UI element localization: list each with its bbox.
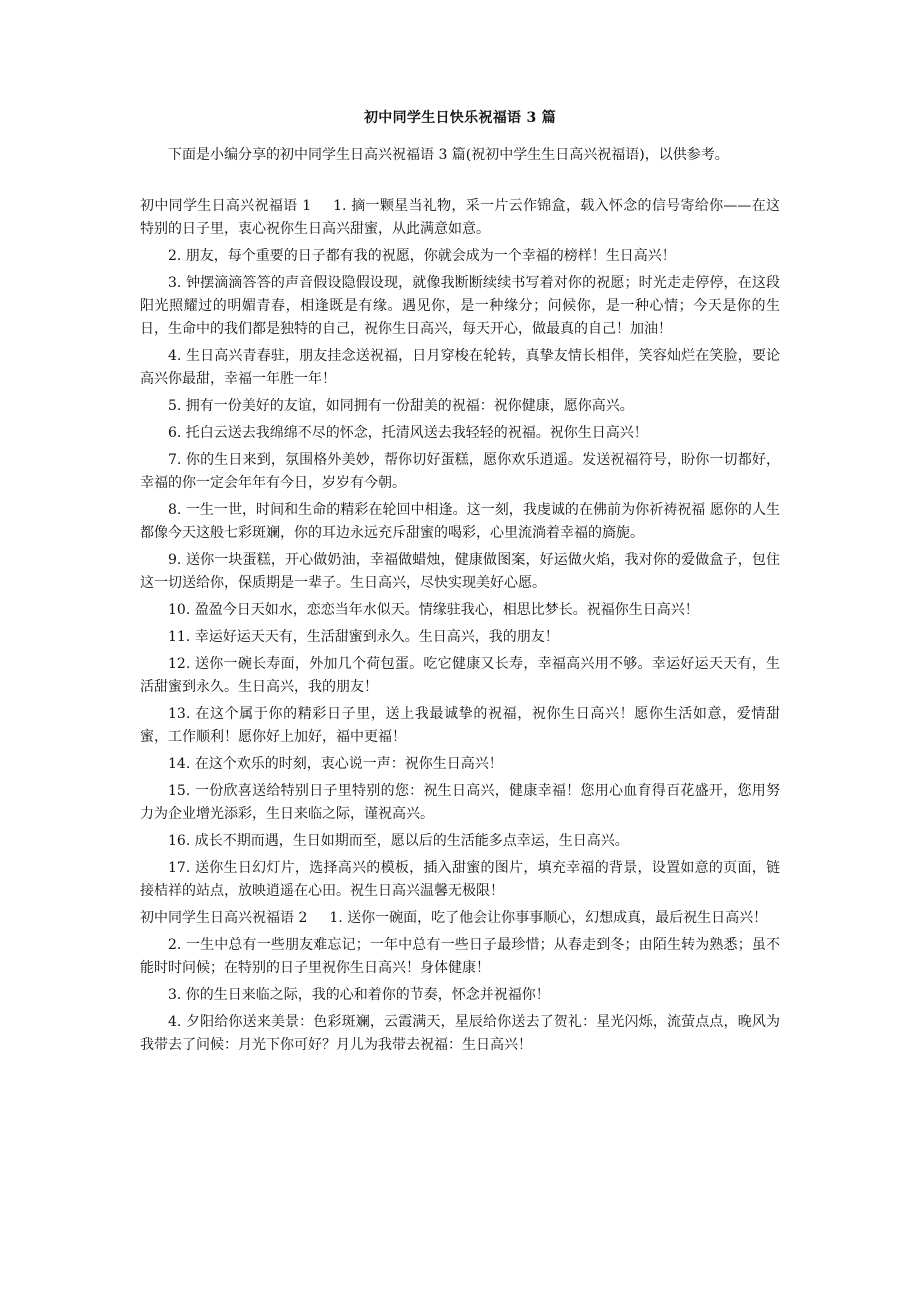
blessing-item: 2. 一生中总有一些朋友难忘记；一年中总有一些日子最珍惜；从春走到冬；由陌生转为熟悉；虽不能时时问候；在特别的日子里祝你生日高兴！身体健康！ <box>140 937 780 976</box>
blessing-item: 3. 钟摆滴滴答答的声音假设隐假设现，就像我断断续续书写着对你的祝愿；时光走走停停，在这段阳光照耀过的明媚青春，相逢既是有缘。遇见你，是一种缘分；问候你，是一种心情；今天是你的生日，生命中的我们都是独特的自己，祝你生日高兴，每天开心，做最真的自己！加油！ <box>140 275 780 337</box>
blessing-item: 8. 一生一世，时间和生命的精彩在轮回中相逢。这一刻，我虔诚的在佛前为你祈祷祝福 愿你的人生都像今天这般七彩斑斓，你的耳边永远充斥甜蜜的喝彩，心里流淌着幸福的旖旎。 <box>140 502 780 541</box>
blessing-item: 1. 送你一碗面，吃了他会让你事事顺心，幻想成真，最后祝生日高兴！ <box>329 910 768 926</box>
blessing-item: 15. 一份欣喜送给特别日子里特别的您：祝生日高兴，健康幸福！您用心血育得百花盛开，您用努力为企业增光添彩，生日来临之际，谨祝高兴。 <box>140 783 780 822</box>
blessing-item: 11. 幸运好运天天有，生活甜蜜到永久。生日高兴，我的朋友！ <box>168 629 559 645</box>
blessing-item: 7. 你的生日来到，氛围格外美妙，帮你切好蛋糕，愿你欢乐逍遥。发送祝福符号，盼你一切都好，幸福的你一定会年年有今日，岁岁有今朝。 <box>140 452 780 491</box>
blessing-item: 9. 送你一块蛋糕，开心做奶油，幸福做蜡烛，健康做图案，好运做火焰，我对你的爱做盒子，包住这一切送给你，保质期是一辈子。生日高兴，尽快实现美好心愿。 <box>140 552 780 591</box>
blessing-item: 1. 摘一颗星当礼物，采一片云作锦盒，载入怀念的信号寄给你——在这特别的日子里，衷心祝你生日高兴甜蜜，从此满意如意。 <box>140 198 781 237</box>
blessing-item: 5. 拥有一份美好的友谊，如同拥有一份甜美的祝福：祝你健康，愿你高兴。 <box>168 398 634 414</box>
blessing-item: 6. 托白云送去我绵绵不尽的怀念，托清风送去我轻轻的祝福。祝你生日高兴！ <box>168 425 648 441</box>
blessing-item: 12. 送你一碗长寿面，外加几个荷包蛋。吃它健康又长寿，幸福高兴用不够。幸运好运天天有，生活甜蜜到永久。生日高兴，我的朋友！ <box>140 656 780 695</box>
blessing-item: 14. 在这个欢乐的时刻，衷心说一声：祝你生日高兴！ <box>168 756 503 772</box>
section-label: 初中同学生日高兴祝福语 1 <box>140 198 312 214</box>
section-heading-paragraph <box>140 907 780 930</box>
blessing-item: 2. 朋友，每个重要的日子都有我的祝愿，你就会成为一个幸福的榜样！生日高兴！ <box>168 248 676 264</box>
section-2 <box>140 907 780 1057</box>
blessing-item: 13. 在这个属于你的精彩日子里，送上我最诚挚的祝福，祝你生日高兴！愿你生活如意，爱情甜蜜，工作顺利！愿你好上加好，福中更福！ <box>140 706 780 745</box>
section-1 <box>140 195 780 903</box>
blessing-item: 16. 成长不期而遇，生日如期而至，愿以后的生活能多点幸运，生日高兴。 <box>168 833 629 849</box>
blessing-item: 4. 夕阳给你送来美景：色彩斑斓，云霞满天，星辰给你送去了贺礼：星光闪烁，流萤点点，晚风为我带去了问候：月光下你可好？月儿为我带去祝福：生日高兴！ <box>140 1014 780 1053</box>
document-page <box>140 108 780 1061</box>
blessing-item: 10. 盈盈今日天如水，恋恋当年水似天。情缘驻我心，相思比梦长。祝福你生日高兴！ <box>168 602 699 618</box>
document-title: 初中同学生日快乐祝福语 3 篇 <box>364 110 556 126</box>
blessing-item: 17. 送你生日幻灯片，选择高兴的模板，插入甜蜜的图片，填充幸福的背景，设置如意的页面，链接桔祥的站点，放映逍遥在心田。祝生日高兴温馨无极限！ <box>140 860 780 899</box>
section-label: 初中同学生日高兴祝福语 2 <box>140 910 308 926</box>
section-heading-paragraph <box>140 195 780 241</box>
intro-paragraph: 下面是小编分享的初中同学生日高兴祝福语 3 篇(祝初中学生生日高兴祝福语)，以供参考。 <box>168 147 729 163</box>
blessing-item: 4. 生日高兴青春驻，朋友挂念送祝福，日月穿梭在轮转，真挚友情长相伴，笑容灿烂在笑脸，要论高兴你最甜，幸福一年胜一年！ <box>140 348 780 387</box>
blessing-item: 3. 你的生日来临之际，我的心和着你的节奏，怀念并祝福你！ <box>168 987 550 1003</box>
